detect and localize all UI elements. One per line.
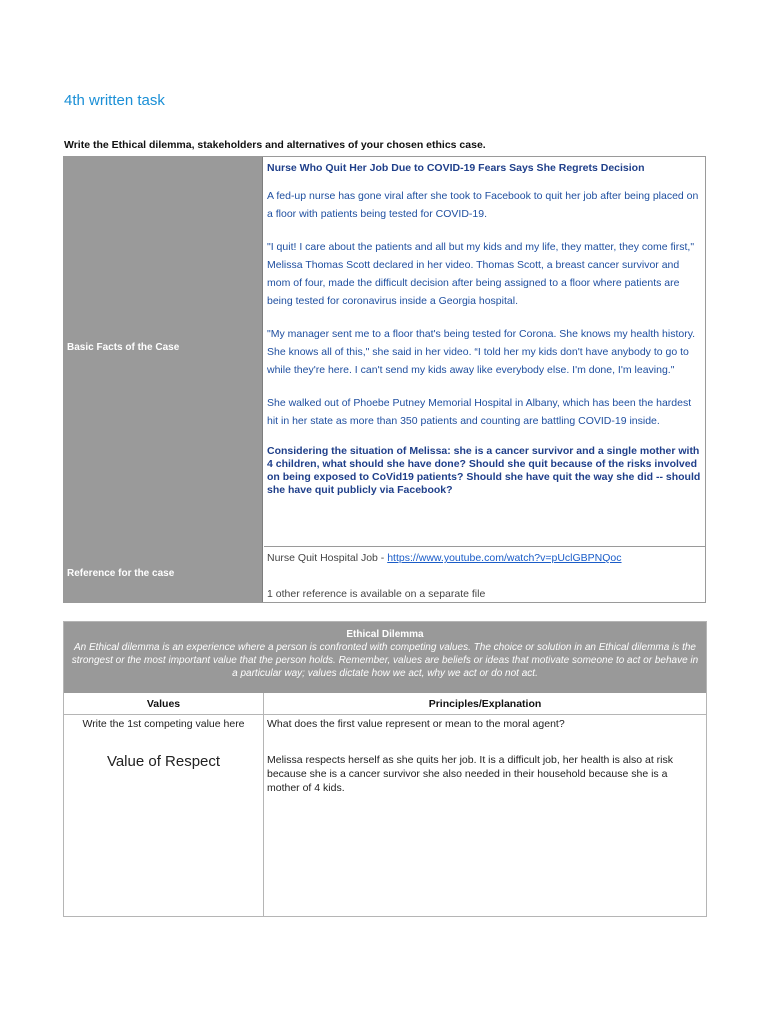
case-paragraph: "My manager sent me to a floor that's being tested for Corona. She knows my health history. She knows all of this," she said in her video. “I told her my kids don't have anybody to go to while they're here. I can't send my kids away like everybody else. I'm done, I'm leaving." bbox=[267, 328, 696, 376]
case-paragraph: "I quit! I care about the patients and all but my kids and my life, they matter, they come first," Melissa Thomas Scott declared in her video. Thomas Scott, a breast cancer survivor and mom of four, made the difficult decision after being assigned to a floor where patients are being tested for coronavirus inside a Georgia hospital. bbox=[267, 241, 695, 307]
dilemma-header bbox=[64, 622, 706, 693]
principles-column-header: Principles/Explanation bbox=[264, 693, 706, 715]
case-paragraph: She walked out of Phoebe Putney Memorial Hospital in Albany, which has been the hardest hit in her state as more than 350 patients and counting are battling COVID-19 inside. bbox=[267, 397, 692, 427]
principle-prompt: What does the first value represent or mean to the moral agent? bbox=[267, 718, 565, 730]
column-divider bbox=[263, 693, 264, 917]
reference-link[interactable]: https://www.youtube.com/watch?v=pUclGBPNQoc bbox=[387, 552, 622, 564]
case-headline: Nurse Who Quit Her Job Due to COVID-19 Fears Says She Regrets Decision bbox=[267, 162, 645, 174]
dilemma-title: Ethical Dilemma bbox=[346, 629, 424, 640]
other-reference-note: 1 other reference is available on a separate file bbox=[267, 588, 486, 600]
case-label-column bbox=[64, 157, 263, 602]
principle-answer: Melissa respects herself as she quits her job. It is a difficult job, her health is also at risk because she is a cancer survivor she also needed in their household because she is a mother of 4 kids. bbox=[267, 754, 673, 794]
ethical-dilemma-table bbox=[63, 621, 707, 917]
value-prompt: Write the 1st competing value here bbox=[82, 718, 245, 730]
reference-label: Reference for the case bbox=[67, 568, 175, 579]
reference-cell bbox=[264, 546, 705, 602]
case-paragraph: A fed-up nurse has gone viral after she took to Facebook to quit her job after being placed on a floor with patients being tested for COVID-19. bbox=[267, 190, 699, 220]
reference-prefix: Nurse Quit Hospital Job - bbox=[267, 552, 388, 564]
value-name: Value of Respect bbox=[106, 753, 221, 770]
basic-facts-label: Basic Facts of the Case bbox=[67, 342, 180, 353]
task-instruction: Write the Ethical dilemma, stakeholders and alternatives of your chosen ethics case. bbox=[64, 139, 486, 151]
page-title: 4th written task bbox=[64, 92, 165, 109]
case-question: Considering the situation of Melissa: she is a cancer survivor and a single mother with 4 children, what should she have done? Should she quit because of the risks involved on being exposed to CoVid19 patients? Should she have quit the way she did -- should she have quit publicly via Facebook? bbox=[267, 445, 701, 496]
case-facts bbox=[264, 157, 705, 545]
dilemma-description: An Ethical dilemma is an experience where a person is confronted with competing values. The choice or solution in an Ethical dilemma is the strongest or the most important value that the person holds. Remember, values are beliefs or ideas that motivate someone to act or behave in a particular way; values dictate how we act, why we act or do not act. bbox=[71, 642, 699, 679]
case-table bbox=[63, 156, 706, 603]
values-column-header: Values bbox=[64, 693, 263, 715]
